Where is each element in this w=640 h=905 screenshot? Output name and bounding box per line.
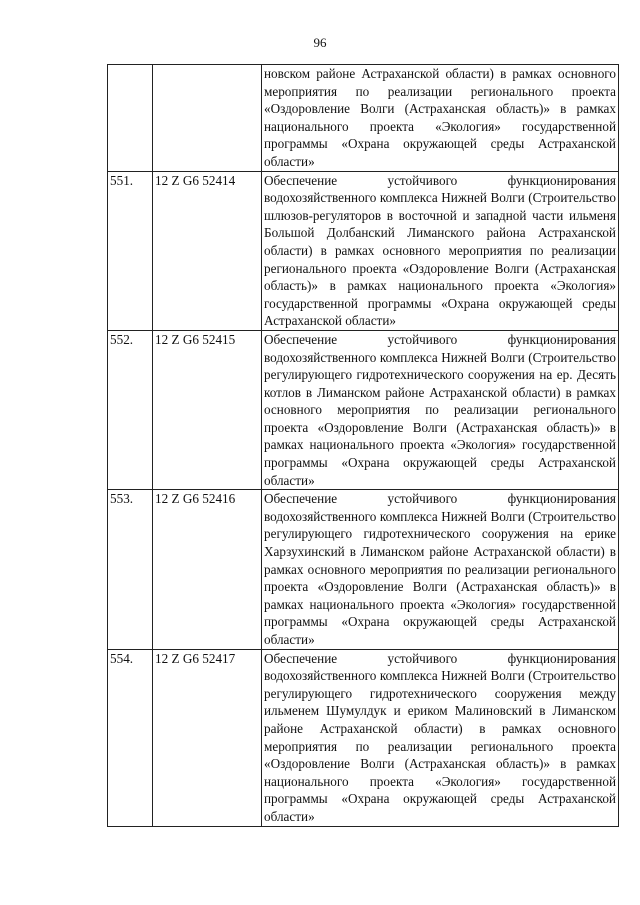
row-code: 12 Z G6 52414 xyxy=(153,171,262,330)
row-description: Обеспечение устойчивого функционирования водохозяйственного комплекса Нижней Волги (Строительство регулирующего гидротехнического сооружения на ерике Харзухинский в Лиманском районе Астраханской области) в рамках основного мероприятия по реализации регионального проекта «Оздоровление Волги (Астраханская область)» в рамках национального проекта «Экология» государственной программы «Охрана окружающей среды Астраханской области» xyxy=(262,490,619,649)
budget-classification-table xyxy=(107,64,619,827)
row-description: Обеспечение устойчивого функционирования водохозяйственного комплекса Нижней Волги (Строительство шлюзов-регуляторов в восточной и западной части ильменя Большой Долбанский Лиманского района Астраханской области) в рамках основного мероприятия по реализации регионального проекта «Оздоровление Волги (Астраханская область)» в рамках национального проекта «Экология» государственной программы «Охрана окружающей среды Астраханской области» xyxy=(262,171,619,330)
row-code xyxy=(153,65,262,172)
table-row xyxy=(108,490,619,649)
row-number: 554. xyxy=(108,649,153,826)
row-description: новском районе Астраханской области) в рамках основного мероприятия по реализации регионального проекта «Оздоровление Волги (Астраханская область)» в рамках национального проекта «Экология» государственной программы «Охрана окружающей среды Астраханской области» xyxy=(262,65,619,172)
row-number: 552. xyxy=(108,330,153,489)
row-code: 12 Z G6 52416 xyxy=(153,490,262,649)
page-number: 96 xyxy=(313,35,327,50)
row-description: Обеспечение устойчивого функционирования водохозяйственного комплекса Нижней Волги (Строительство регулирующего гидротехнического сооружения на ер. Десять котлов в Лиманском районе Астраханской области) в рамках основного мероприятия по реализации регионального проекта «Оздоровление Волги (Астраханская область)» в рамках национального проекта «Экология» государственной программы «Охрана окружающей среды Астраханской области» xyxy=(262,330,619,489)
table-row xyxy=(108,171,619,330)
row-number: 551. xyxy=(108,171,153,330)
table-row xyxy=(108,649,619,826)
table-row xyxy=(108,330,619,489)
row-description: Обеспечение устойчивого функционирования водохозяйственного комплекса Нижней Волги (Строительство регулирующего гидротехнического сооружения между ильменем Шумулдук и ериком Малиновский в Лиманском районе Астраханской области) в рамках основного мероприятия по реализации регионального проекта «Оздоровление Волги (Астраханская область)» в рамках национального проекта «Экология» государственной программы «Охрана окружающей среды Астраханской области» xyxy=(262,649,619,826)
row-code: 12 Z G6 52415 xyxy=(153,330,262,489)
row-code: 12 Z G6 52417 xyxy=(153,649,262,826)
row-number: 553. xyxy=(108,490,153,649)
row-number xyxy=(108,65,153,172)
table-row xyxy=(108,65,619,172)
